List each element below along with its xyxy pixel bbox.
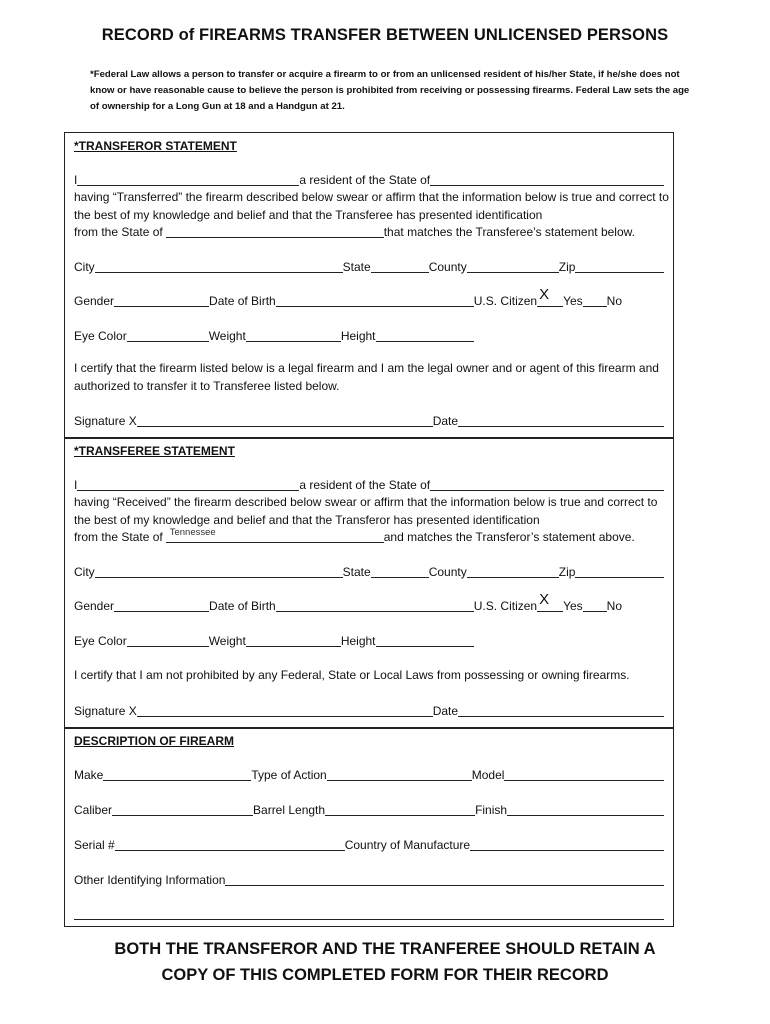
firearm-other-row [74,872,664,888]
county-label: County [428,565,467,579]
weight-label: Weight [208,634,246,648]
i-label: I [74,173,78,187]
date-label: Date [432,704,459,718]
transferee-eye-color-field[interactable] [127,633,209,647]
country-field[interactable] [470,837,664,851]
transferor-address-row [74,259,664,275]
citizen-label: U.S. Citizen [473,294,538,308]
make-label: Make [74,768,104,782]
citizen-label: U.S. Citizen [473,599,538,613]
firearm-extra-row [74,906,664,922]
serial-label: Serial # [74,838,115,852]
footer-line-2: COPY OF THIS COMPLETED FORM FOR THEIR RECORD [161,966,609,984]
make-field[interactable] [103,767,251,781]
transferee-citizen-no-field[interactable] [583,598,607,612]
footer-line-1: BOTH THE TRANSFEROR AND THE TRANFEREE SHOULD RETAIN A [114,940,656,958]
height-label: Height [340,329,376,343]
footer-notice [0,936,770,988]
transferor-eye-color-field[interactable] [127,328,209,342]
yes-label: Yes [563,294,583,308]
height-label: Height [340,634,376,648]
caliber-field[interactable] [112,802,253,816]
other-info-field[interactable] [225,872,664,886]
transferor-from-state-row [74,224,664,240]
transferee-signature-row [74,703,664,719]
transferee-gender-row [74,591,664,614]
from-state-label: from the State of [74,225,163,239]
no-label: No [606,599,623,613]
gender-label: Gender [74,599,115,613]
barrel-label: Barrel Length [253,803,326,817]
action-field[interactable] [327,767,472,781]
transferor-date-field[interactable] [458,413,664,427]
i-label: I [74,478,78,492]
transferor-state-field[interactable] [371,259,429,273]
transferor-gender-row [74,286,664,309]
matches-label: and matches the Transferor’s statement above. [383,530,635,544]
transferor-resident-state-field[interactable] [430,172,664,186]
transferee-name-row [74,477,664,493]
city-label: City [74,260,95,274]
signature-label: Signature X [74,704,137,718]
firearm-section-box [64,727,674,927]
transferee-certify-text: I certify that I am not prohibited by any Federal, State or Local Laws from possessing or owning firearms. [74,668,630,682]
state-label: State [342,565,371,579]
transferee-physical-row [74,633,664,649]
transferee-resident-state-field[interactable] [430,477,664,491]
eye-color-label: Eye Color [74,329,127,343]
transferee-dob-field[interactable] [276,598,474,612]
transferor-citizen-no-field[interactable] [583,293,607,307]
transferee-weight-field[interactable] [246,633,341,647]
matches-label: that matches the Transferee’s statement below. [383,225,635,239]
caliber-label: Caliber [74,803,113,817]
transferor-citizen-yes-field[interactable] [537,286,563,307]
model-label: Model [471,768,505,782]
finish-label: Finish [475,803,508,817]
barrel-field[interactable] [325,802,475,816]
transferee-gender-field[interactable] [114,598,209,612]
transferor-county-field[interactable] [467,259,559,273]
state-label: State [342,260,371,274]
date-label: Date [432,414,459,428]
transferor-signature-field[interactable] [137,413,433,427]
resident-label: a resident of the State of [299,478,431,492]
transferor-heading: *TRANSFEROR STATEMENT [74,139,237,153]
transferor-certify-text: I certify that the firearm listed below is a legal firearm and I am the legal owner and or agent of this firearm and authorized to transfer it to Transferee listed below. [74,361,659,393]
gender-label: Gender [74,294,115,308]
transferor-from-state-field[interactable] [166,224,384,238]
finish-field[interactable] [507,802,664,816]
dob-label: Date of Birth [209,599,276,613]
transferor-dob-field[interactable] [276,293,474,307]
other-info-label: Other Identifying Information [74,873,226,887]
transferee-heading: *TRANSFEREE STATEMENT [74,444,235,458]
transferor-city-field[interactable] [95,259,343,273]
serial-field[interactable] [115,837,345,851]
transferee-city-field[interactable] [95,564,343,578]
zip-label: Zip [558,260,576,274]
transferee-state-field[interactable] [371,564,429,578]
transferee-from-state-field[interactable] [166,529,384,543]
firearm-serial-row [74,837,664,853]
form-title: RECORD of FIREARMS TRANSFER BETWEEN UNLICENSED PERSONS [101,26,669,44]
citizen-x-mark: X [539,591,550,608]
from-state-value: Tennessee [169,527,216,538]
model-field[interactable] [504,767,664,781]
firearm-heading: DESCRIPTION OF FIREARM [74,734,235,748]
transferee-name-field[interactable] [77,477,299,491]
transferor-zip-field[interactable] [575,259,664,273]
transferee-zip-field[interactable] [575,564,664,578]
transferee-county-field[interactable] [467,564,559,578]
country-label: Country of Manufacture [344,838,471,852]
transferor-signature-row [74,413,664,429]
zip-label: Zip [558,565,576,579]
transferee-citizen-yes-field[interactable] [537,591,563,612]
signature-label: Signature X [74,414,137,428]
federal-law-notice: *Federal Law allows a person to transfer or acquire a firearm to or from an unlicensed resident of his/her State, if he/she does not know or have reasonable cause to believe the person is prohibited from receiving or possessing firearms. Federal Law sets the age of ownership for a Long Gun at 18 and a Handgun at 21. [90,69,690,112]
eye-color-label: Eye Color [74,634,127,648]
from-state-label: from the State of [74,530,163,544]
transferor-name-field[interactable] [77,172,299,186]
transferee-date-field[interactable] [458,703,664,717]
county-label: County [428,260,467,274]
transferor-statement-text: having “Transferred” the firearm described below swear or affirm that the information below is true and correct to the best of my knowledge and belief and that the Transferee has presented identification [74,190,669,222]
citizen-x-mark: X [539,286,550,303]
transferor-name-row [74,172,664,188]
weight-label: Weight [208,329,246,343]
transferee-from-state-row [74,529,664,545]
firearm-caliber-row [74,802,664,818]
other-info-field-extra[interactable] [74,906,664,920]
transferee-statement-text: having “Received” the firearm described below swear or affirm that the information below is true and correct to the best of my knowledge and belief and that the Transferor has presented identification [74,495,658,527]
resident-label: a resident of the State of [299,173,431,187]
transferee-signature-field[interactable] [137,703,433,717]
transferee-address-row [74,564,664,580]
yes-label: Yes [563,599,583,613]
dob-label: Date of Birth [209,294,276,308]
action-label: Type of Action [251,768,327,782]
transferor-gender-field[interactable] [114,293,209,307]
transferor-weight-field[interactable] [246,328,341,342]
transferor-physical-row [74,328,664,344]
transferor-height-field[interactable] [376,328,474,342]
no-label: No [606,294,623,308]
city-label: City [74,565,95,579]
firearm-make-row [74,767,664,783]
transferee-height-field[interactable] [376,633,474,647]
